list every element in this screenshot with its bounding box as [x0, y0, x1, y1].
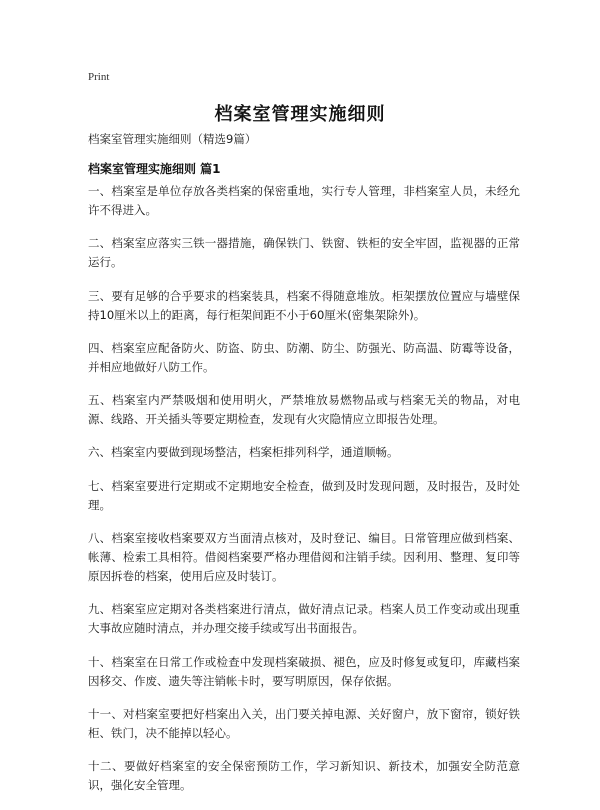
page-title: 档案室管理实施细则: [214, 104, 386, 125]
document-body: [88, 182, 520, 810]
paragraph-4: 四、档案室应配备防火、防盗、防虫、防潮、防尘、防强光、防高温、防霉等设备，并相应地做好八防工作。: [88, 340, 520, 374]
section-heading: 档案室管理实施细则 篇1: [88, 162, 221, 176]
paragraph-3: 三、要有足够的合乎要求的档案装具，档案不得随意堆放。柜架摆放位置应与墙壁保持10厘米以上的距离，每行柜架间距不小于60厘米(密集架除外)。: [88, 288, 520, 322]
paragraph-9: 九、档案室应定期对各类档案进行清点，做好清点记录。档案人员工作变动或出现重大事故应随时清点，并办理交接手续或写出书面报告。: [88, 602, 520, 636]
paragraph-7: 七、档案室要进行定期或不定期地安全检查，做到及时发现问题，及时报告，及时处理。: [88, 478, 520, 512]
paragraph-6: 六、档案室内要做到现场整洁，档案柜排列科学，通道顺畅。: [88, 445, 399, 460]
document-subtitle: 档案室管理实施细则（精选9篇）: [88, 132, 257, 146]
paragraph-1: 一、档案室是单位存放各类档案的保密重地，实行专人管理，非档案室人员，未经允许不得进入。: [88, 184, 520, 217]
paragraph-12: 十二、要做好档案室的安全保密预防工作，学习新知识、新技术，加强安全防范意识，强化安全管理。: [88, 759, 520, 793]
paragraph-11: 十一、对档案室要把好档案出入关，出门要关掉电源、关好窗户，放下窗帘，锁好铁柜、铁门，决不能掉以轻心。: [88, 706, 520, 740]
paragraph-5: 五、档案室内严禁吸烟和使用明火，严禁堆放易燃物品或与档案无关的物品，对电源、线路、开关插头等要定期检查，发现有火灾隐情应立即报告处理。: [88, 393, 520, 427]
paragraph-8: 八、档案室接收档案要双方当面清点核对，及时登记、编目。日常管理应做到档案、帐薄、检索工具相符。借阅档案要严格办理借阅和注销手续。因利用、整理、复印等原因拆卷的档案，使用后应及时装订。: [88, 531, 520, 584]
print-label: Print: [88, 71, 110, 83]
paragraph-10: 十、档案室在日常工作或检查中发现档案破损、褪色，应及时修复或复印，库藏档案因移交、作废、遗失等注销帐卡时，要写明原因，保存依据。: [88, 654, 520, 688]
paragraph-2: 二、档案室应落实三铁一器措施，确保铁门、铁窗、铁柜的安全牢固，监视器的正常运行。: [88, 236, 520, 270]
